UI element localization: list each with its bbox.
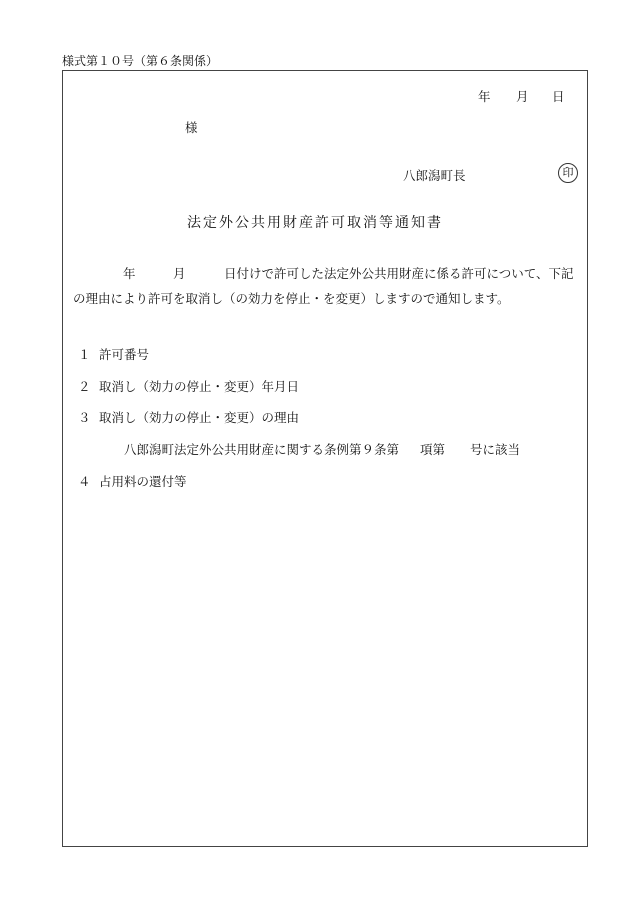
date-day-label: 日 [552,89,565,104]
body-month-label: 月 [173,266,186,281]
addressee-suffix: 様 [185,120,198,135]
item2-number: ２ [78,379,91,394]
document-title: 法定外公共用財産許可取消等通知書 [187,215,443,231]
date-month-label: 月 [516,89,529,104]
item2-label: 取消し（効力の停止・変更）年月日 [99,379,300,394]
body-line2-text: の理由により許可を取消し（の効力を停止・を変更）しますので通知します。 [73,291,510,306]
document-frame [62,70,588,847]
item1-number: １ [78,347,91,362]
item1-label: 許可番号 [99,347,150,362]
item3-detail-part3: 号に該当 [470,442,521,457]
issuer-title: 八郎潟町長 [403,168,466,183]
item3-label: 取消し（効力の停止・変更）の理由 [99,410,300,425]
body-line1-text: 日付けで許可した法定外公共用財産に係る許可について、下記 [224,266,574,281]
seal-mark: 印 [558,163,578,183]
form-number: 様式第１０号（第６条関係） [62,54,219,68]
item3-number: ３ [78,410,91,425]
body-year-label: 年 [123,266,136,281]
item3-detail-part2: 項第 [420,442,446,457]
item4-label: 占用料の還付等 [99,474,187,489]
item4-number: ４ [78,474,91,489]
item3-detail-part1: 八郎潟町法定外公共用財産に関する条例第９条第 [124,442,400,457]
date-year-label: 年 [478,89,491,104]
